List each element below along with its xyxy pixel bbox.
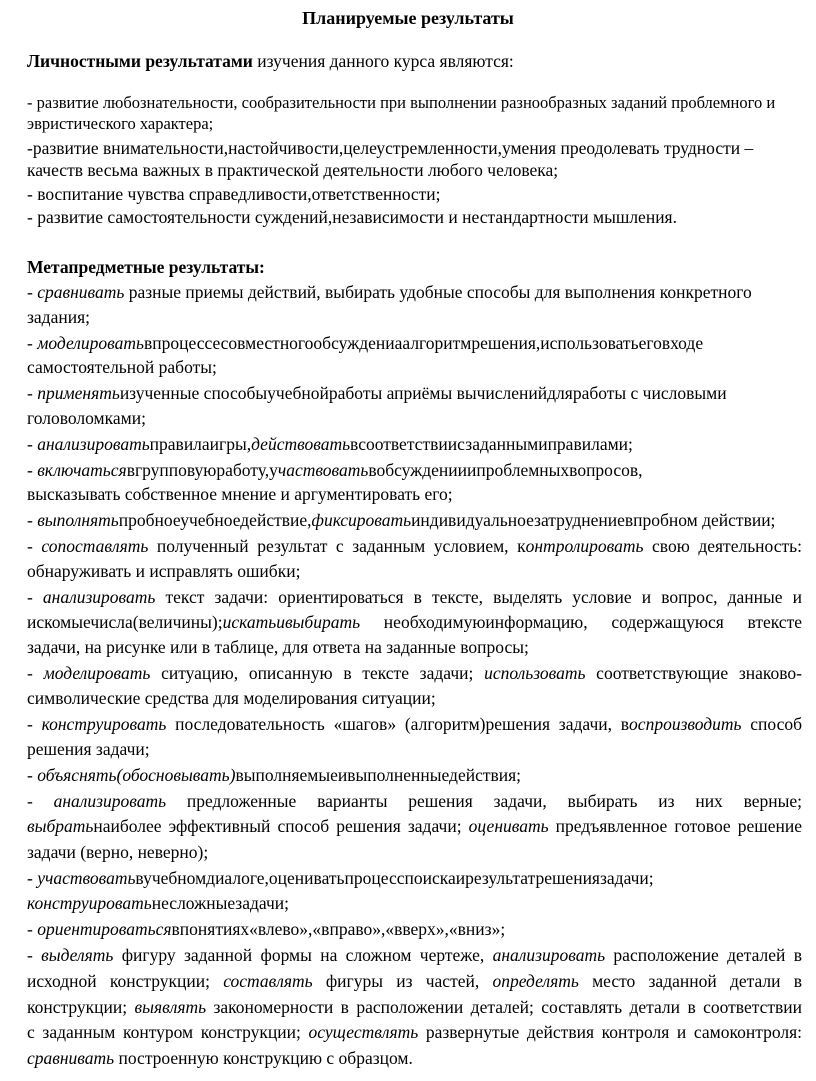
text: -: [27, 434, 38, 454]
personal-line-1: - развитие любознательности, сообразительности при выполнении разнообразных заданий проблемного и: [27, 93, 776, 112]
meta-line-9b: символические средства для моделирования ситуации;: [27, 688, 436, 708]
text: место заданной детали в: [578, 971, 802, 991]
italic-text: онтролировать: [525, 536, 644, 556]
italic-text: составлять: [223, 971, 313, 991]
italic-text: определять: [492, 971, 579, 991]
text: -: [27, 383, 38, 403]
meta-line-1b: задания;: [27, 307, 90, 327]
italic-text: сравнивать: [27, 1048, 115, 1068]
meta-line-2b: самостоятельной работы;: [27, 357, 217, 377]
italic-text: использовать: [484, 663, 586, 683]
personal-line-5: - воспитание чувства справедливости,ответственности;: [27, 184, 441, 204]
text: искомыечисла(величины);: [27, 612, 223, 632]
italic-text: включаться: [37, 460, 127, 480]
text: -: [27, 765, 38, 785]
meta-line-13a: [27, 870, 654, 888]
meta-line-8a: [27, 589, 802, 607]
meta-line-12c: задачи (верно, неверно);: [27, 842, 209, 862]
italic-text: фиксировать: [311, 510, 412, 530]
text: несложныезадачи;: [151, 893, 289, 913]
text: -: [27, 510, 38, 530]
meta-line-12b: [27, 818, 802, 836]
text: -: [27, 714, 42, 734]
text: предложенные варианты решения задачи, выбирать из них верные;: [166, 791, 803, 811]
text: индивидуальноезатруднениевпробном действии;: [411, 510, 776, 530]
italic-text: моделировать: [43, 663, 151, 683]
text: исходной конструкции;: [27, 971, 224, 991]
text: разные приемы действий, выбирать удобные способы для выполнения конкретного: [124, 282, 752, 302]
meta-line-2a: [27, 335, 703, 353]
text: соответствующие знаково-: [585, 663, 803, 683]
meta-line-8b: [27, 614, 802, 632]
text: -: [27, 282, 38, 302]
text: расположение деталей в: [605, 945, 803, 965]
personal-line-4: качеств весьма важных в практической деятельности любого человека;: [27, 160, 559, 180]
text: всоответствиисзаданнымиправилами;: [350, 434, 633, 454]
meta-line-1a: [27, 284, 752, 302]
meta-line-8c: задачи, на рисунке или в таблице, для ответа на заданные вопросы;: [27, 637, 529, 657]
meta-line-7a: [27, 538, 802, 556]
text: -: [27, 945, 42, 965]
meta-line-5b: высказывать собственное мнение и аргументировать его;: [27, 484, 453, 504]
italic-text: действовать: [251, 434, 351, 454]
text: конструкции;: [27, 997, 135, 1017]
text: свою деятельность:: [643, 536, 802, 556]
italic-text: выделять: [41, 945, 114, 965]
text: пробноеучебноедействие,: [118, 510, 312, 530]
meta-line-4: [27, 436, 633, 454]
meta-line-3a: [27, 385, 727, 403]
italic-text: сопоставлять: [41, 536, 149, 556]
text: впонятиях«влево»,«вправо»,«вверх»,«вниз»;: [171, 919, 506, 939]
italic-text: участвовать: [37, 868, 136, 888]
italic-text: анализировать: [53, 791, 167, 811]
page-title: Планируемые результаты: [302, 8, 514, 28]
text: впроцессесовместногообсуждениаалгоритмрешения,использоватьеговходе: [144, 333, 704, 353]
text: -: [27, 536, 42, 556]
meta-line-9a: [27, 665, 802, 683]
text: с заданным контуром конструкции;: [27, 1022, 309, 1042]
italic-text: выбрать: [27, 816, 94, 836]
text: вучебномдиалоге,оцениватьпроцесспоискаирезультатрешениязадачи;: [135, 868, 654, 888]
italic-text: осуществлять: [308, 1022, 419, 1042]
text: вгрупповуюработу,у: [126, 460, 278, 480]
text: построенную конструкцию с образцом.: [114, 1048, 413, 1068]
italic-text: применять: [37, 383, 120, 403]
text: вобсужденииипроблемныхвопросов,: [368, 460, 643, 480]
meta-line-6: [27, 512, 775, 530]
meta-line-15e: [27, 1050, 413, 1068]
text: развернутые действия контроля и самоконтроля:: [418, 1022, 802, 1042]
italic-text: выполнять: [37, 510, 119, 530]
text: -: [27, 333, 38, 353]
italic-text: объяснять(обосновывать): [37, 765, 236, 785]
text: текст задачи: ориентироваться в тексте, выделять условие и вопрос, данные и: [155, 587, 802, 607]
italic-text: оспроизводить: [629, 714, 742, 734]
italic-text: моделировать: [37, 333, 144, 353]
italic-text: частвовать: [277, 460, 369, 480]
meta-line-15c: [27, 999, 802, 1017]
italic-text: ориентироваться: [37, 919, 172, 939]
text: -: [27, 587, 43, 607]
meta-line-10a: [27, 716, 802, 734]
meta-line-14: [27, 921, 505, 939]
meta-results-heading: Метапредметные результаты:: [27, 257, 265, 277]
meta-line-10b: решения задачи;: [27, 739, 150, 759]
text: фигуру заданной формы на сложном чертеже,: [113, 945, 493, 965]
personal-line-6: - развитие самостоятельности суждений,независимости и нестандартности мышления.: [27, 207, 677, 227]
text: закономерности в расположении деталей; составлять детали в соответствии: [206, 997, 803, 1017]
text: -: [27, 460, 38, 480]
italic-text: сравнивать: [37, 282, 125, 302]
italic-text: анализировать: [37, 434, 150, 454]
italic-text: оценивать: [468, 816, 549, 836]
text: правилаигры,: [149, 434, 252, 454]
text: -: [27, 791, 54, 811]
italic-text: анализировать: [492, 945, 606, 965]
personal-line-2: эвристического характера;: [27, 114, 214, 133]
text: полученный результат с заданным условием, к: [148, 536, 526, 556]
personal-results-heading: [27, 53, 514, 71]
personal-heading-rest: изучения данного курса являются:: [252, 51, 514, 71]
text: последовательность «шагов» (алгоритм)решения задачи, в: [166, 714, 630, 734]
meta-line-12a: [27, 793, 802, 811]
personal-heading-bold: Личностными результатами: [27, 51, 253, 71]
text: -: [27, 663, 44, 683]
italic-text: искатьивыбирать: [222, 612, 361, 632]
meta-line-15a: [27, 947, 802, 965]
text: изученные способыучебнойработы априёмы вычисленийдляработы с числовыми: [119, 383, 727, 403]
text: -: [27, 919, 38, 939]
personal-line-3: -развитие внимательности,настойчивости,целеустремленности,умения преодолевать трудности –: [27, 138, 754, 158]
italic-text: выявлять: [134, 997, 207, 1017]
text: способ: [741, 714, 803, 734]
italic-text: конструировать: [27, 893, 152, 913]
meta-line-13b: [27, 895, 289, 913]
text: наиболее эффективный способ решения задачи;: [93, 816, 469, 836]
text: выполняемыеивыполненныедействия;: [235, 765, 522, 785]
text: предъявленное готовое решение: [548, 816, 802, 836]
text: фигуры из частей,: [312, 971, 493, 991]
meta-line-5a: [27, 462, 643, 480]
italic-text: анализировать: [42, 587, 156, 607]
text: ситуацию, описанную в тексте задачи;: [150, 663, 485, 683]
meta-line-15d: [27, 1024, 802, 1042]
text: необходимуюинформацию, содержащуюся втексте: [360, 612, 802, 632]
text: -: [27, 868, 38, 888]
meta-line-11: [27, 767, 521, 785]
meta-line-15b: [27, 973, 802, 991]
meta-line-3b: головоломками;: [27, 408, 146, 428]
meta-line-7b: обнаруживать и исправлять ошибки;: [27, 561, 301, 581]
italic-text: конструировать: [41, 714, 167, 734]
